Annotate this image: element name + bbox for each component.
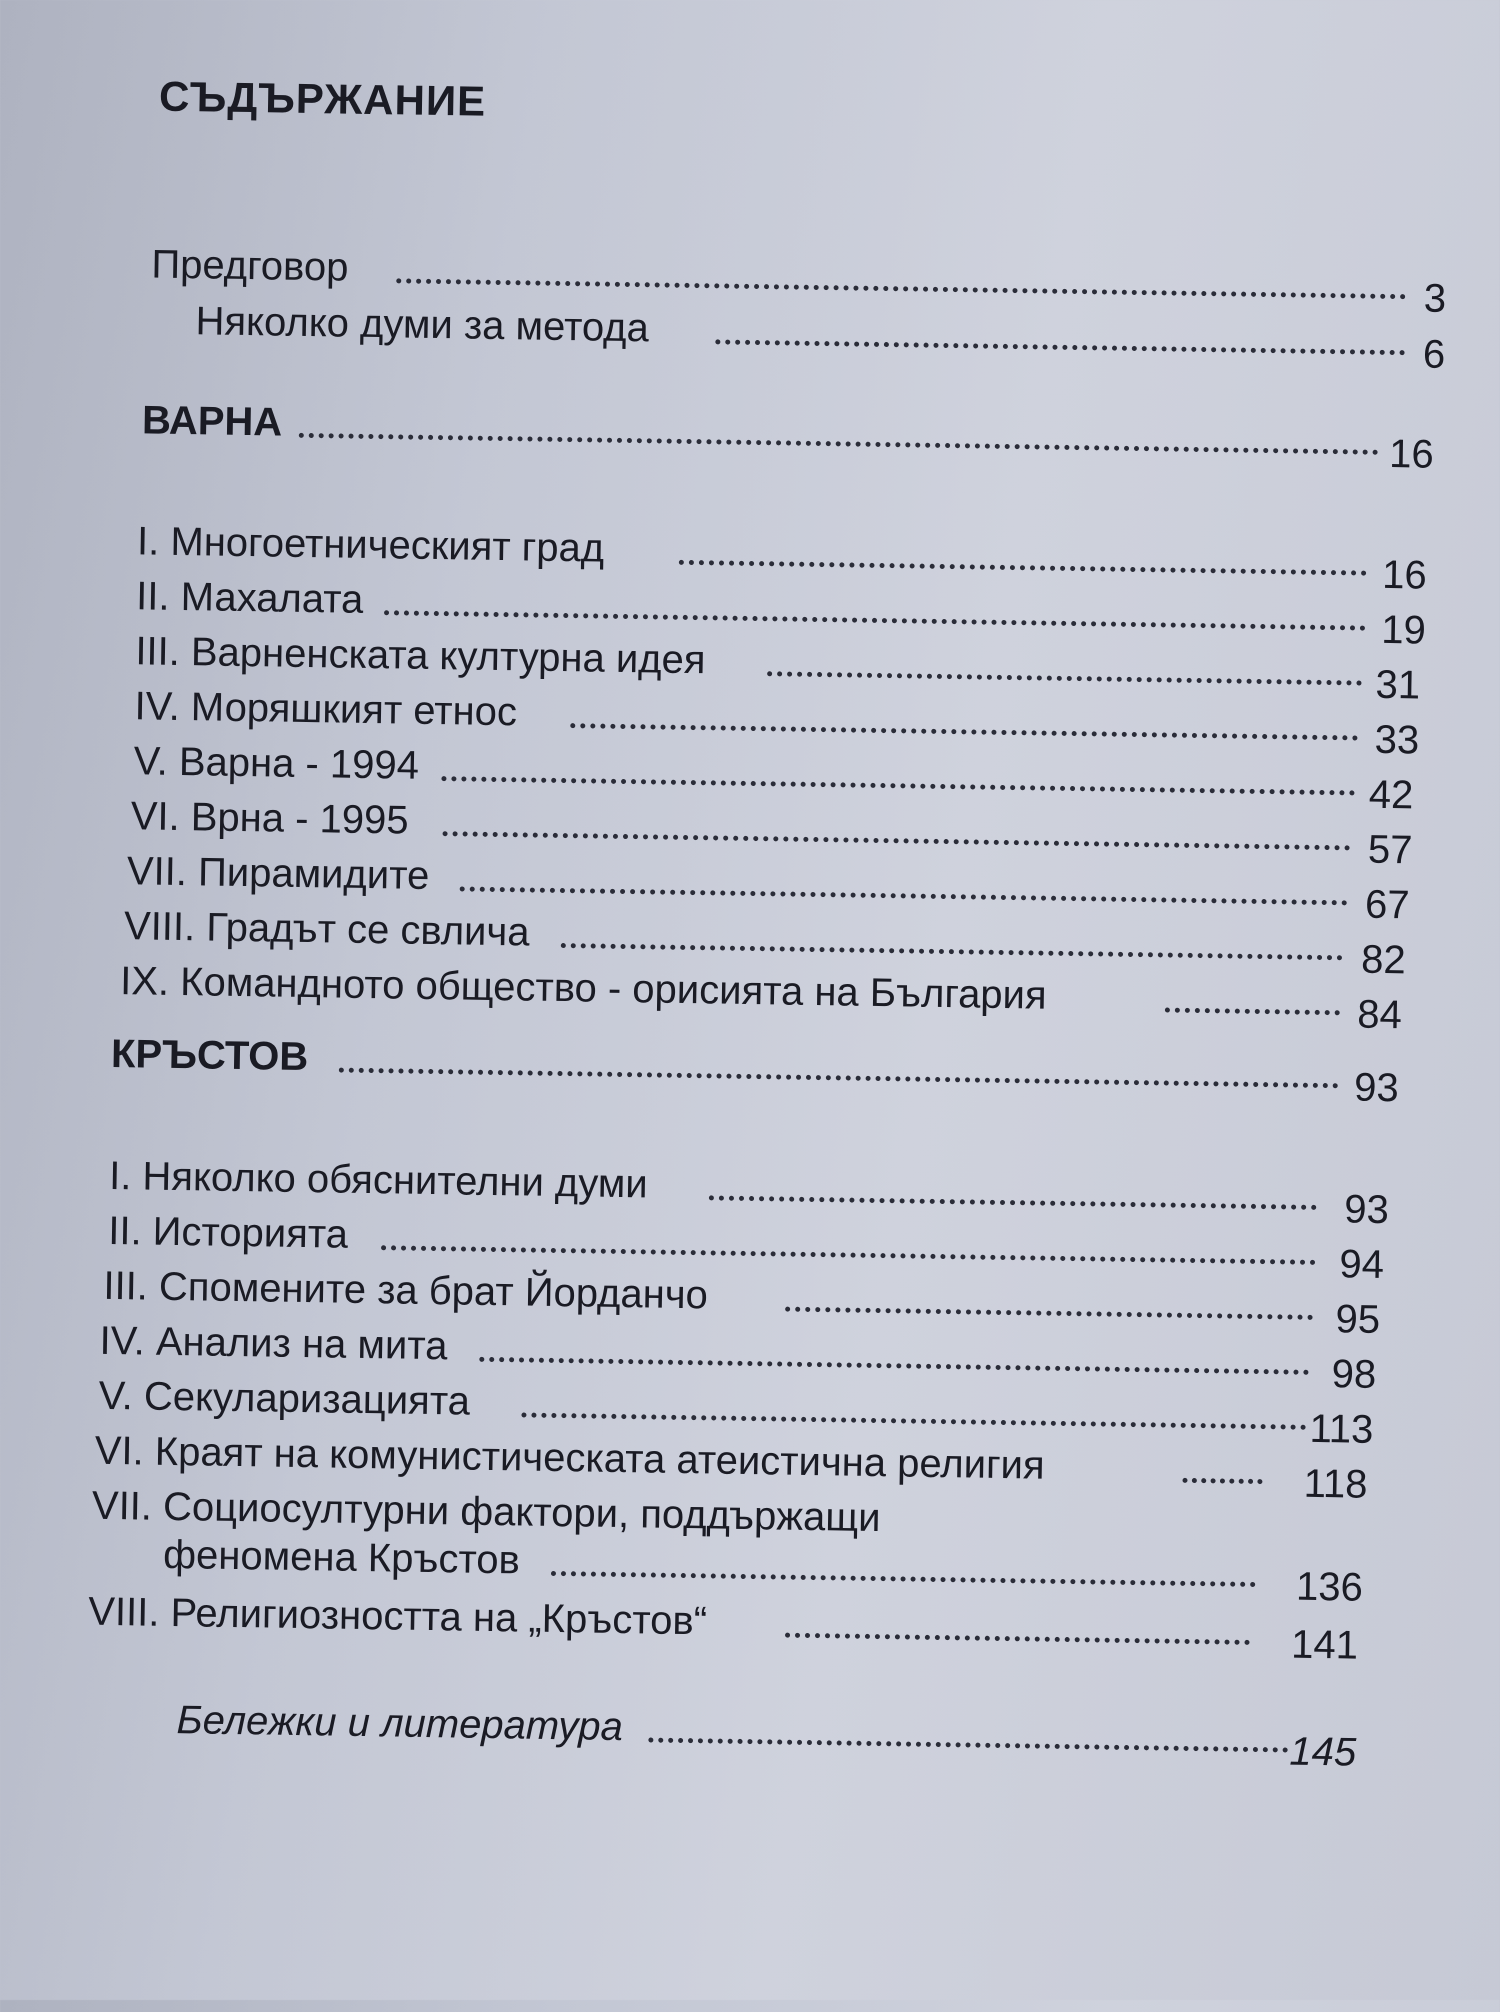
entry-page: 16 [1381, 552, 1428, 598]
leader-dots [679, 560, 1367, 576]
entry-page: 141 [1290, 1622, 1359, 1668]
entry-page: 145 [1289, 1729, 1357, 1775]
entry-page: 57 [1367, 827, 1413, 873]
leader-dots [570, 723, 1358, 740]
leader-dots [785, 1633, 1250, 1645]
entry-page: 95 [1335, 1297, 1381, 1342]
entry-label: IX. Командното общество - орисията на България [119, 959, 1047, 1018]
entry-page: 6 [1422, 332, 1446, 377]
section-label: КРЪСТОВ [110, 1031, 309, 1080]
toc-entry [0, 1693, 1489, 1773]
entry-label: IV. Анализ на мита [99, 1318, 448, 1369]
leader-dots [299, 433, 1379, 455]
entry-label: VIII. Градът се свлича [123, 904, 530, 955]
entry-label: V. Секуларизацията [98, 1373, 471, 1424]
leader-dots [443, 831, 1351, 850]
leader-dots [785, 1307, 1313, 1320]
leader-dots [1182, 1478, 1262, 1484]
leader-dots [561, 943, 1343, 960]
entry-label: VIII. Религиозността на „Кръстов“ [87, 1589, 708, 1644]
entry-label: VI. Врна - 1995 [130, 794, 409, 843]
entry-page: 113 [1309, 1406, 1374, 1452]
entry-page: 118 [1303, 1461, 1368, 1507]
entry-label: II. Историята [107, 1208, 349, 1257]
entry-label: Няколко думи за метода [195, 299, 650, 351]
leader-dots [551, 1571, 1256, 1587]
section-entry [9, 394, 1500, 477]
leader-dots [709, 1195, 1317, 1210]
entry-page: 98 [1331, 1352, 1377, 1397]
leader-dots [460, 886, 1348, 905]
leader-dots [715, 339, 1405, 355]
leader-dots [479, 1357, 1309, 1375]
entry-label-continuation: феномена Кръстов [162, 1532, 521, 1583]
entry-label: V. Варна - 1994 [133, 739, 420, 788]
leader-dots [521, 1412, 1306, 1429]
entry-label: Предговор [151, 242, 349, 290]
section-entry [0, 1028, 1499, 1111]
entry-label: VII. Пирамидите [126, 849, 430, 898]
leader-dots [396, 278, 1406, 299]
entry-page: 33 [1374, 717, 1420, 763]
entry-label: III. Спомените за брат Йорданчо [103, 1263, 709, 1318]
entry-page: 93 [1343, 1187, 1390, 1233]
leader-dots [648, 1737, 1288, 1752]
entry-label: I. Многоетническият град [136, 519, 605, 571]
entry-label: IV. Моряшкият етнос [134, 684, 518, 735]
leader-dots [381, 1245, 1316, 1265]
toc-title: СЪДЪРЖАНИЕ [158, 72, 487, 125]
entry-page: 3 [1423, 276, 1447, 321]
leader-dots [384, 610, 1366, 630]
entry-page: 136 [1295, 1564, 1364, 1610]
entry-label: III. Варненската културна идея [135, 629, 706, 683]
entry-label: I. Няколко обяснителни думи [108, 1153, 649, 1207]
entry-page: 31 [1375, 662, 1421, 708]
entry-page: 94 [1339, 1242, 1385, 1287]
leader-dots [339, 1068, 1339, 1089]
entry-label: VI. Краят на комунистическата атеистична религия [94, 1428, 1045, 1488]
leader-dots [441, 776, 1355, 795]
section-label: ВАРНА [141, 398, 283, 445]
entry-page: 16 [1388, 431, 1434, 477]
entry-page: 84 [1357, 992, 1403, 1038]
entry-page: 82 [1360, 937, 1407, 983]
leader-dots [767, 671, 1362, 685]
entry-page: 67 [1364, 882, 1410, 928]
entry-page: 19 [1381, 607, 1427, 653]
entry-page: 93 [1353, 1065, 1400, 1111]
entry-label: Бележки и литература [176, 1698, 624, 1750]
entry-label: VII. Социосултурни фактори, поддържащи [91, 1483, 881, 1541]
entry-page: 42 [1368, 772, 1414, 818]
entry-label: II. Махалата [135, 574, 364, 622]
